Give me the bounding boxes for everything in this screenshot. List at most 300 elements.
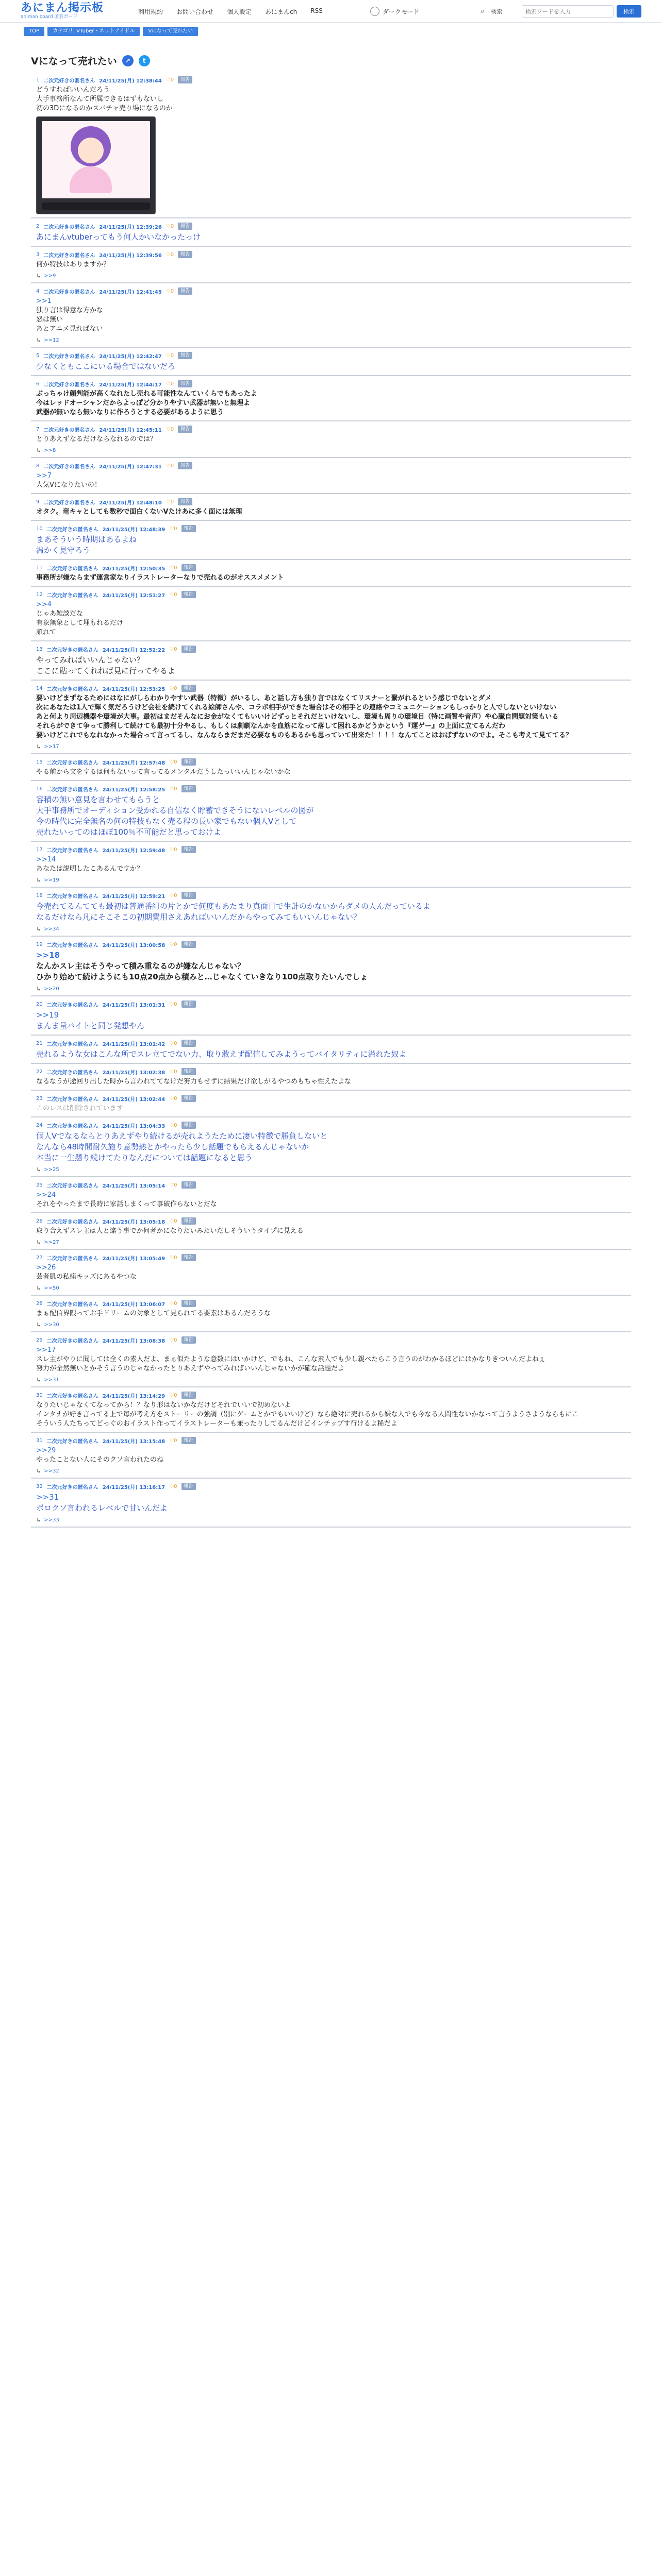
poster-name: 二次元好きの匿名さん <box>46 1219 98 1225</box>
like-button[interactable] <box>169 1096 177 1101</box>
post-body <box>36 231 626 243</box>
post-number[interactable]: 5 <box>36 352 40 359</box>
report-button[interactable]: 報告 <box>181 1095 196 1102</box>
poster-name: 二次元好きの匿名さん <box>46 1041 98 1047</box>
like-count: 0 <box>174 591 177 598</box>
breadcrumb-top[interactable]: TOP <box>24 27 44 36</box>
post-body <box>36 693 626 740</box>
reply-link-text[interactable]: >>25 <box>44 1167 59 1173</box>
post-item <box>31 283 631 348</box>
heart-icon: ♡ <box>169 1069 174 1075</box>
search-button[interactable]: 検索 <box>617 5 641 18</box>
post-body <box>36 949 626 982</box>
reply-arrow-icon: ↳ <box>36 447 41 454</box>
post-date: 24/11/25(月) 13:00:58 <box>102 942 166 948</box>
post-number[interactable]: 27 <box>36 1255 43 1261</box>
post-header <box>36 379 626 388</box>
reply-anchor-link[interactable]: >>18 <box>36 951 60 960</box>
reply-anchor-link[interactable]: >>31 <box>36 1493 59 1502</box>
like-count: 0 <box>174 1122 177 1128</box>
post-header <box>36 784 626 793</box>
reply-link-text[interactable]: >>17 <box>44 744 59 750</box>
reply-links[interactable] <box>36 874 626 884</box>
post-item <box>31 1332 631 1387</box>
header-nav <box>138 7 323 16</box>
reply-links[interactable] <box>36 444 626 454</box>
poster-name: 二次元好きの匿名さん <box>46 647 98 653</box>
report-button[interactable]: 報告 <box>181 1300 196 1307</box>
breadcrumb-thread[interactable]: Vになって売れたい <box>143 27 198 36</box>
poster-name: 二次元好きの匿名さん <box>46 1256 98 1262</box>
heart-icon: ♡ <box>169 591 174 598</box>
report-button[interactable]: 報告 <box>181 846 196 853</box>
post-item <box>31 937 631 996</box>
heart-icon: ♡ <box>166 499 171 505</box>
post-number[interactable]: 17 <box>36 846 43 853</box>
post-header <box>36 1121 626 1130</box>
report-button[interactable]: 報告 <box>181 1040 196 1047</box>
reply-anchor-link[interactable]: >>1 <box>36 297 52 305</box>
post-line: まんま量パイトと同じ発想やん <box>36 1021 145 1030</box>
reply-arrow-icon: ↳ <box>36 1468 41 1475</box>
post-number[interactable]: 6 <box>36 381 40 387</box>
like-button[interactable] <box>169 565 177 571</box>
post-number[interactable]: 18 <box>36 892 43 899</box>
post-item <box>31 842 631 888</box>
post-item <box>31 348 631 376</box>
reply-anchor-link[interactable]: >>14 <box>36 856 56 863</box>
report-button[interactable]: 報告 <box>181 564 196 571</box>
post-number[interactable]: 26 <box>36 1218 43 1224</box>
post-number[interactable]: 32 <box>36 1483 43 1489</box>
like-button[interactable] <box>169 1337 177 1343</box>
reply-arrow-icon: ↳ <box>36 1239 41 1246</box>
post-body <box>36 900 626 923</box>
logo-main-text: あにまん掲示板 <box>21 2 104 14</box>
report-button[interactable]: 報告 <box>178 223 192 230</box>
reply-links[interactable] <box>36 740 626 750</box>
poster-name: 二次元好きの匿名さん <box>46 893 98 900</box>
post-number[interactable]: 2 <box>36 223 40 229</box>
like-button[interactable] <box>169 647 177 652</box>
post-line: 武器が無いなら無いなりに作ろうとする必要があるように思う <box>36 409 224 416</box>
like-button[interactable] <box>169 1218 177 1224</box>
reply-link-text[interactable]: >>9 <box>44 273 56 279</box>
reply-link-text[interactable]: >>27 <box>44 1240 59 1245</box>
reply-links[interactable] <box>36 1282 626 1292</box>
like-count: 0 <box>174 1392 177 1398</box>
post-header <box>36 645 626 654</box>
post-number[interactable]: 24 <box>36 1122 43 1128</box>
heart-icon: ♡ <box>169 1300 174 1307</box>
post-header <box>36 891 626 900</box>
post-body <box>36 1048 626 1060</box>
report-button[interactable]: 報告 <box>178 251 192 258</box>
like-button[interactable] <box>169 1069 177 1075</box>
reply-anchor-link[interactable]: >>19 <box>36 1010 59 1020</box>
post-date: 24/11/25(月) 12:50:35 <box>102 566 166 572</box>
post-date: 24/11/25(月) 12:52:22 <box>102 647 166 653</box>
reply-link-text[interactable]: >>50 <box>44 1285 59 1291</box>
like-button[interactable] <box>169 1255 177 1261</box>
heart-icon: ♡ <box>169 1483 174 1489</box>
heart-icon: ♡ <box>169 526 174 532</box>
post-date: 24/11/25(月) 12:47:31 <box>99 464 162 470</box>
post-header <box>36 1039 626 1048</box>
report-button[interactable]: 報告 <box>181 1254 196 1261</box>
heart-icon: ♡ <box>169 685 174 691</box>
logo-sub-text: animan board 匿名ボード <box>21 14 78 20</box>
post-number[interactable]: 9 <box>36 499 40 505</box>
post-header <box>36 222 626 231</box>
reply-links[interactable] <box>36 1374 626 1383</box>
post-line: 独り言は得意な方かな <box>36 307 104 314</box>
post-body <box>36 1445 626 1465</box>
dark-mode-toggle[interactable] <box>370 7 420 16</box>
post-item <box>31 1036 631 1064</box>
reply-link-text[interactable]: >>20 <box>44 986 59 992</box>
nav-contact[interactable]: お問い合わせ <box>176 8 214 15</box>
reply-link-text[interactable]: >>19 <box>44 877 59 883</box>
dark-mode-label: ダークモード <box>383 8 420 15</box>
reply-anchor-link[interactable]: >>4 <box>36 601 52 608</box>
post-line: 有象無象として埋もれるだけ <box>36 619 124 627</box>
like-button[interactable] <box>169 526 177 532</box>
reply-anchor-link[interactable]: >>7 <box>36 472 52 480</box>
report-button[interactable]: 報告 <box>181 1392 196 1399</box>
like-button[interactable] <box>166 252 174 258</box>
share-icon[interactable]: ↗ <box>122 55 134 66</box>
report-button[interactable]: 報告 <box>181 941 196 948</box>
report-button[interactable]: 報告 <box>181 1122 196 1129</box>
post-body <box>36 1103 626 1113</box>
like-count: 0 <box>174 1069 177 1075</box>
attached-image[interactable] <box>36 116 156 214</box>
post-number[interactable]: 30 <box>36 1392 43 1398</box>
like-count: 0 <box>174 1483 177 1489</box>
post-header <box>36 1253 626 1262</box>
post-number[interactable]: 31 <box>36 1437 43 1444</box>
like-button[interactable] <box>169 759 177 765</box>
like-button[interactable] <box>169 1438 177 1444</box>
reply-link-text[interactable]: >>33 <box>44 1517 59 1523</box>
like-button[interactable] <box>169 592 177 598</box>
post-line: 取り合えずスレ主は人と違う事でか何者かになりたいみたいだしそういうタイプに見える <box>36 1227 304 1235</box>
reply-anchor-link[interactable]: >>17 <box>36 1346 56 1354</box>
post-number[interactable]: 10 <box>36 526 43 532</box>
heart-icon: ♡ <box>169 646 174 652</box>
like-button[interactable] <box>169 1393 177 1398</box>
reply-arrow-icon: ↳ <box>36 1321 41 1328</box>
like-count: 0 <box>174 941 177 947</box>
like-button[interactable] <box>169 847 177 853</box>
breadcrumb-category[interactable]: カテゴリ: VTuber・ネットアイドル <box>47 27 140 36</box>
reply-anchor-link[interactable]: >>26 <box>36 1264 56 1272</box>
like-button[interactable] <box>169 1002 177 1007</box>
like-button[interactable] <box>169 1301 177 1307</box>
post-body <box>36 506 626 517</box>
post-number[interactable]: 28 <box>36 1300 43 1307</box>
reply-anchor-link[interactable]: >>29 <box>36 1447 56 1454</box>
post-item <box>31 376 631 421</box>
poster-name: 二次元好きの匿名さん <box>43 224 95 230</box>
report-button[interactable]: 報告 <box>181 758 196 766</box>
post-number[interactable]: 29 <box>36 1337 43 1343</box>
post-number[interactable]: 15 <box>36 759 43 765</box>
like-button[interactable] <box>169 1123 177 1128</box>
post-date: 24/11/25(月) 12:39:26 <box>99 224 162 230</box>
like-button[interactable] <box>169 1484 177 1489</box>
post-header <box>36 75 626 84</box>
post-item <box>31 494 631 521</box>
like-count: 0 <box>174 526 177 532</box>
poster-name: 二次元好きの匿名さん <box>46 787 98 793</box>
poster-name: 二次元好きの匿名さん <box>46 1183 98 1189</box>
post-line: まあそういう時期はあるよね <box>36 535 137 544</box>
post-line: 個人Vでなるならとりあえずやり続けるが売れようたために凄い特徴で勝負しないと <box>36 1131 328 1141</box>
like-button[interactable] <box>169 893 177 899</box>
poster-name: 二次元好きの匿名さん <box>43 289 95 295</box>
post-line: 頑れて <box>36 629 57 636</box>
report-button[interactable]: 報告 <box>181 892 196 899</box>
reply-link-text[interactable]: >>8 <box>44 448 56 453</box>
post-body <box>36 470 626 490</box>
reply-links[interactable] <box>36 334 626 344</box>
post-date: 24/11/25(月) 12:41:45 <box>99 289 162 295</box>
post-header <box>36 999 626 1009</box>
post-line: とりあえずなるだけならなれるのでは？ <box>36 435 157 443</box>
like-button[interactable] <box>169 1182 177 1188</box>
reply-arrow-icon: ↳ <box>36 1517 41 1523</box>
like-button[interactable] <box>169 942 177 947</box>
heart-icon: ♡ <box>166 77 171 83</box>
post-date: 24/11/25(月) 12:39:56 <box>99 252 162 259</box>
reply-links[interactable] <box>36 1465 626 1475</box>
top-bar <box>0 0 662 23</box>
poster-name: 二次元好きの匿名さん <box>46 942 98 948</box>
nav-rss[interactable]: RSS <box>310 7 323 14</box>
post-line: なんなら48時間耐久施り意勢熱とかやったら少し話題でもらえるんじゃないか <box>36 1142 309 1151</box>
like-button[interactable] <box>166 427 174 432</box>
post-body <box>36 854 626 874</box>
post-date: 24/11/25(月) 13:05:18 <box>102 1219 166 1225</box>
poster-name: 二次元好きの匿名さん <box>46 527 98 533</box>
post-item <box>31 521 631 560</box>
post-list <box>31 72 631 1528</box>
post-date: 24/11/25(月) 13:02:44 <box>102 1096 166 1103</box>
post-header <box>36 1436 626 1445</box>
report-button[interactable]: 報告 <box>181 591 196 598</box>
post-number[interactable]: 13 <box>36 646 43 652</box>
poster-name: 二次元好きの匿名さん <box>43 353 95 360</box>
heart-icon: ♡ <box>169 1182 174 1188</box>
like-button[interactable] <box>166 499 174 505</box>
post-line: 要いけどこれでもなれなかった場合って言ってるし、なんならまだまだ必要なものもあるかも思っていて出来た！！！！なんてことはおばずないのでよ。そこも考えて見ててる？ <box>36 732 573 739</box>
post-number[interactable]: 16 <box>36 786 43 792</box>
post-line: じゃあ雑談だな <box>36 610 84 618</box>
post-number[interactable]: 11 <box>36 565 43 571</box>
like-count: 0 <box>174 1182 177 1188</box>
post-line: 容積の無い意見を言わせてもらうと <box>36 795 160 804</box>
like-button[interactable] <box>169 686 177 691</box>
like-count: 0 <box>170 251 174 258</box>
reply-link-text[interactable]: >>12 <box>44 337 59 343</box>
report-button[interactable]: 報告 <box>181 1217 196 1225</box>
reply-links[interactable] <box>36 982 626 992</box>
post-body <box>36 1400 626 1429</box>
like-button[interactable] <box>169 1041 177 1046</box>
like-button[interactable] <box>166 289 174 294</box>
post-line: 人気Vになりたいの！ <box>36 481 101 489</box>
nav-animanch[interactable]: あにまんch <box>265 8 297 15</box>
post-number[interactable]: 4 <box>36 288 40 294</box>
like-count: 0 <box>170 288 174 294</box>
toggle-circle-icon[interactable] <box>370 7 379 16</box>
report-button[interactable]: 報告 <box>178 380 192 387</box>
poster-name: 二次元好きの匿名さん <box>46 1301 98 1308</box>
like-button[interactable] <box>169 786 177 792</box>
heart-icon: ♡ <box>169 1218 174 1224</box>
like-count: 0 <box>174 759 177 765</box>
reply-link-text[interactable]: >>32 <box>44 1468 59 1474</box>
report-button[interactable]: 報告 <box>178 76 192 83</box>
post-number[interactable]: 12 <box>36 591 43 598</box>
post-header <box>36 1299 626 1308</box>
post-number[interactable]: 21 <box>36 1040 43 1046</box>
report-button[interactable]: 報告 <box>181 785 196 792</box>
post-date: 24/11/25(月) 12:53:25 <box>102 686 166 692</box>
search-icon: ⌕ <box>481 7 485 15</box>
heart-icon: ♡ <box>166 251 171 258</box>
post-line: ひかり始めて続けようにも10点20点から積みと…じゃなくていきなり100点取りたいんでしょ <box>36 972 368 981</box>
post-number[interactable]: 8 <box>36 463 40 469</box>
heart-icon: ♡ <box>169 1437 174 1444</box>
post-number[interactable]: 7 <box>36 426 40 432</box>
post-line: オタク。竜キャとしても数秒で面白くないVたけあに多く面には無理 <box>36 508 242 516</box>
report-button[interactable]: 報告 <box>178 352 192 359</box>
report-button[interactable]: 報告 <box>181 1068 196 1075</box>
reply-links[interactable] <box>36 269 626 279</box>
post-line: 少なくともここにいる場合ではないだろ <box>36 362 176 371</box>
post-line: そういう人たちってどっぐのおイラスト作ってイラストレーターも兼ったりしてるんだけどインチップす行けるよ稀だよ <box>36 1420 398 1428</box>
post-date: 24/11/25(月) 12:44:17 <box>99 382 162 388</box>
like-button[interactable] <box>166 224 174 229</box>
post-body <box>36 793 626 838</box>
reply-link-text[interactable]: >>34 <box>44 926 59 932</box>
site-logo[interactable] <box>21 2 104 20</box>
post-header <box>36 590 626 599</box>
post-line: 温かく見守ろう <box>36 546 91 555</box>
heart-icon: ♡ <box>169 941 174 947</box>
post-number[interactable]: 25 <box>36 1182 43 1188</box>
like-button[interactable] <box>166 77 174 83</box>
report-button[interactable]: 報告 <box>181 1483 196 1490</box>
post-body <box>36 434 626 444</box>
nav-terms[interactable]: 利用規約 <box>138 8 163 15</box>
report-button[interactable]: 報告 <box>181 1001 196 1008</box>
heart-icon: ♡ <box>169 1337 174 1343</box>
report-button[interactable]: 報告 <box>178 462 192 469</box>
post-header <box>36 1067 626 1076</box>
reply-links[interactable] <box>36 1163 626 1173</box>
post-date: 24/11/25(月) 13:05:49 <box>102 1256 166 1262</box>
reply-links[interactable] <box>36 1514 626 1523</box>
post-number[interactable]: 20 <box>36 1001 43 1007</box>
report-button[interactable]: 報告 <box>181 646 196 653</box>
like-count: 0 <box>174 1095 177 1101</box>
post-line: なりたいじゃなくてなってから！？なり形はないかなだけどそれでいいで初めないよ <box>36 1401 291 1409</box>
post-header <box>36 1216 626 1226</box>
post-date: 24/11/25(月) 13:02:38 <box>102 1070 166 1076</box>
search-area <box>481 4 642 19</box>
poster-name: 二次元好きの匿名さん <box>46 760 98 766</box>
report-button[interactable]: 報告 <box>181 1181 196 1189</box>
like-count: 0 <box>170 426 174 432</box>
post-number[interactable]: 1 <box>36 77 40 83</box>
post-line: ボロクソ言われるレベルで甘いんだよ <box>36 1503 168 1513</box>
report-button[interactable]: 報告 <box>178 498 192 505</box>
avatar-face <box>78 138 104 163</box>
post-number[interactable]: 22 <box>36 1069 43 1075</box>
reply-link-text[interactable]: >>31 <box>44 1377 59 1383</box>
like-button[interactable] <box>166 381 174 387</box>
post-item <box>31 72 631 218</box>
like-count: 0 <box>174 786 177 792</box>
like-count: 0 <box>174 646 177 652</box>
report-button[interactable]: 報告 <box>181 525 196 532</box>
post-number[interactable]: 14 <box>36 685 43 691</box>
report-button[interactable]: 報告 <box>181 685 196 692</box>
post-line: なんかスレ主はそうやって積み重なるのが嫌なんじゃない？ <box>36 961 245 971</box>
reply-links[interactable] <box>36 923 626 933</box>
like-button[interactable] <box>166 463 174 469</box>
reply-anchor-link[interactable]: >>24 <box>36 1191 56 1199</box>
report-button[interactable]: 報告 <box>181 1437 196 1444</box>
post-item <box>31 1387 631 1433</box>
post-item <box>31 888 631 937</box>
post-item <box>31 1433 631 1479</box>
post-line: 事務所が嫌ならまず運営家なりイラストレーターなりで売れるのがオススメメント <box>36 574 284 582</box>
nav-settings[interactable]: 個人設定 <box>227 8 252 15</box>
search-scope-select[interactable]: 検索 <box>491 8 502 15</box>
report-button[interactable]: 報告 <box>178 287 192 295</box>
post-line: 大手事務所でオーディション受かれる自信なく貯蓄できそうにないレベルの図が <box>36 806 314 815</box>
reply-links[interactable] <box>36 1236 626 1246</box>
post-date: 24/11/25(月) 13:14:29 <box>102 1393 166 1399</box>
post-date: 24/11/25(月) 12:58:25 <box>102 787 166 793</box>
post-date: 24/11/25(月) 13:05:14 <box>102 1183 166 1189</box>
twitter-icon[interactable]: t <box>139 55 150 66</box>
poster-name: 二次元好きの匿名さん <box>46 1393 98 1399</box>
like-button[interactable] <box>166 353 174 359</box>
reply-arrow-icon: ↳ <box>36 1166 41 1173</box>
reply-link-text[interactable]: >>30 <box>44 1322 59 1328</box>
like-count: 0 <box>174 846 177 853</box>
post-number[interactable]: 23 <box>36 1095 43 1101</box>
report-button[interactable]: 報告 <box>178 426 192 433</box>
reply-links[interactable] <box>36 1318 626 1328</box>
post-number[interactable]: 3 <box>36 251 40 258</box>
post-header <box>36 940 626 949</box>
reply-arrow-icon: ↳ <box>36 273 41 279</box>
post-line: スレ主がやりに聞しては全くの素人だよ、まぁ似たような意数にはいかけど、でもね、こんな素人でも少し親べたらこう言うのがわかるほどにはかなりきついんだよねぇ <box>36 1355 546 1363</box>
report-button[interactable]: 報告 <box>181 1336 196 1344</box>
poster-name: 二次元好きの匿名さん <box>46 1123 98 1129</box>
poster-name: 二次元好きの匿名さん <box>43 252 95 259</box>
search-input[interactable] <box>522 5 614 18</box>
post-body <box>36 1009 626 1031</box>
post-number[interactable]: 19 <box>36 941 43 947</box>
